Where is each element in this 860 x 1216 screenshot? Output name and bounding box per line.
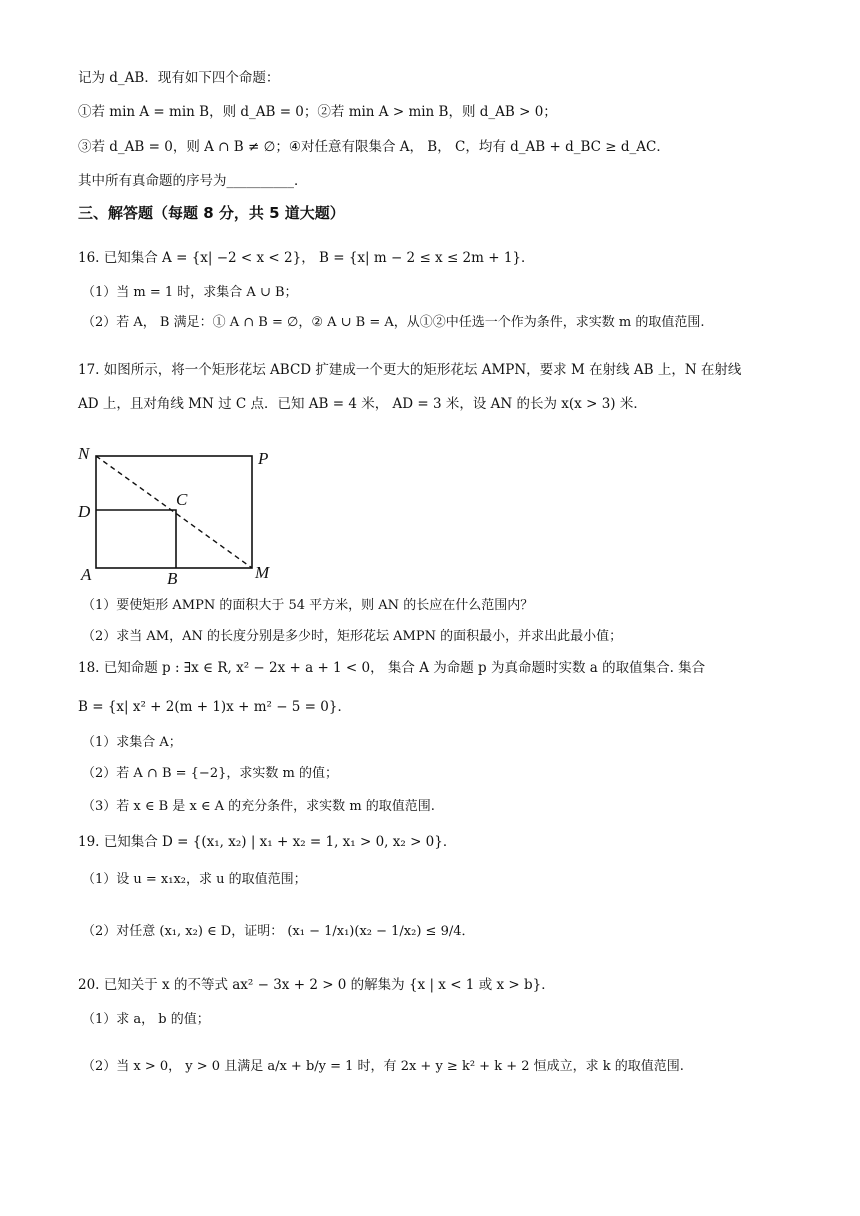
problem-19-stem: 19. 已知集合 D = {(x₁, x₂) | x₁ + x₂ = 1, x₁ > 0, x₂ > 0}． — [78, 834, 457, 850]
rectangle-figure — [72, 440, 292, 590]
problem-18-q3: （3）若 x ∈ B 是 x ∈ A 的充分条件，求实数 m 的取值范围. — [82, 799, 435, 814]
problem-16-q2: （2）若 A， B 满足：① A ∩ B = ∅，② A ∪ B = A，从①②中任选一个作为条件，求实数 m 的取值范围. — [82, 315, 705, 330]
label-p: P — [258, 449, 269, 468]
text-line-3: ③若 d_AB = 0，则 A ∩ B ≠ ∅；④对任意有限集合 A， B， C，均有 d_AB + d_BC ≥ d_AC． — [78, 139, 670, 155]
problem-18-q1: （1）求集合 A； — [82, 735, 182, 750]
problem-17-q1: （1）要使矩形 AMPN 的面积大于 54 平方米，则 AN 的长应在什么范围内？ — [82, 598, 534, 613]
text-line-2: ①若 min A = min B，则 d_AB = 0；②若 min A > min B，则 d_AB > 0； — [78, 104, 557, 120]
text-line-4: 其中所有真命题的序号为__________． — [78, 173, 308, 189]
label-n: N — [78, 444, 90, 463]
problem-16-q1: （1）当 m = 1 时，求集合 A ∪ B； — [82, 285, 298, 300]
problem-17-q2: （2）求当 AM，AN 的长度分别是多少时，矩形花坛 AMPN 的面积最小，并求出此最小值； — [82, 629, 623, 644]
label-m: M — [255, 563, 270, 582]
label-a: A — [81, 565, 92, 584]
label-c: C — [176, 490, 188, 509]
diagonal-mn — [96, 456, 252, 568]
problem-19-q2: （2）对任意 (x₁, x₂) ∈ D，证明： (x₁ − 1/x₁)(x₂ − 1/x₂) ≤ 9/4． — [82, 924, 475, 939]
problem-20-q2: （2）当 x > 0， y > 0 且满足 a/x + b/y = 1 时，有 2x + y ≥ k² + k + 2 恒成立，求 k 的取值范围. — [82, 1059, 684, 1074]
problem-18-stem-1: 18. 已知命题 p : ∃x ∈ R, x² − 2x + a + 1 < 0， 集合 A 为命题 p 为真命题时实数 a 的取值集合. 集合 — [78, 660, 706, 676]
problem-17-stem-1: 17. 如图所示，将一个矩形花坛 ABCD 扩建成一个更大的矩形花坛 AMPN，要求 M 在射线 AB 上，N 在射线 — [78, 362, 742, 378]
problem-19-q1: （1）设 u = x₁x₂，求 u 的取值范围； — [82, 872, 307, 887]
label-d: D — [78, 502, 91, 521]
problem-18-stem-2: B = {x| x² + 2(m + 1)x + m² − 5 = 0}． — [78, 699, 351, 715]
problem-18-q2: （2）若 A ∩ B = {−2}，求实数 m 的值； — [82, 766, 338, 781]
problem-20-stem: 20. 已知关于 x 的不等式 ax² − 3x + 2 > 0 的解集为 {x | x < 1 或 x > b}． — [78, 977, 555, 993]
problem-20-q1: （1）求 a， b 的值； — [82, 1012, 210, 1027]
label-b: B — [167, 569, 178, 588]
rect-abcd — [96, 510, 176, 568]
section-title: 三、解答题（每题 8 分，共 5 道大题） — [78, 204, 345, 222]
text-line-1: 记为 d_AB．现有如下四个命题： — [78, 70, 280, 86]
problem-17-stem-2: AD 上，且对角线 MN 过 C 点．已知 AB = 4 米， AD = 3 米，设 AN 的长为 x(x > 3) 米． — [78, 396, 647, 412]
problem-16-stem: 16. 已知集合 A = {x| −2 < x < 2}， B = {x| m − 2 ≤ x ≤ 2m + 1}． — [78, 250, 535, 266]
